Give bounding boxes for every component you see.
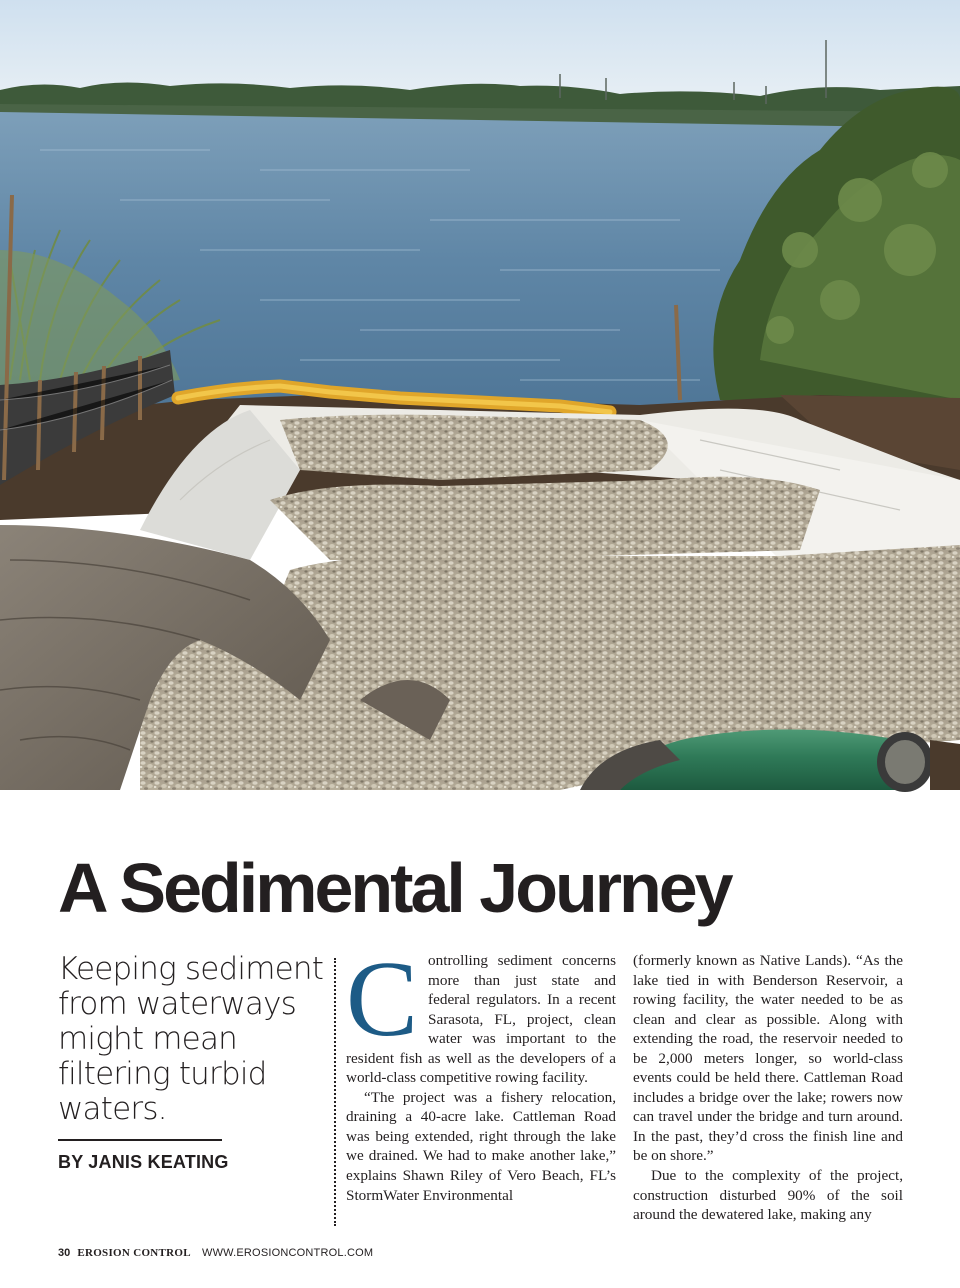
column-divider bbox=[334, 958, 336, 1226]
website-url: WWW.EROSIONCONTROL.COM bbox=[201, 1247, 374, 1259]
article-deck: Keeping sediment from waterways might mean filtering turbid waters. bbox=[58, 951, 324, 1127]
body-paragraph bbox=[346, 951, 616, 1088]
body-column-1 bbox=[346, 951, 616, 1233]
drop-cap: C bbox=[346, 951, 419, 1059]
article-title: A Sedimental Journey bbox=[58, 849, 731, 927]
body-paragraph: (formerly known as Native Lands). “As the lake tied in with Benderson Reservoir, a rowing facility, the water needed to be as clean and clear as possible. Along with extending the road, the reservoir needed to be 2,000 meters longer, so world-class events could be held there. Cattleman Road includes a bridge over the lake; rowers now can travel under the bridge and turn around. In the past, they’d cross the finish line and be on shore.” bbox=[633, 952, 903, 1165]
byline: BY JANIS KEATING bbox=[58, 1152, 229, 1172]
magazine-name: EROSION CONTROL bbox=[77, 1247, 191, 1259]
page-footer bbox=[58, 1247, 373, 1259]
body-paragraph: Due to the complexity of the project, construction disturbed 90% of the soil around the dewatered lake, making any bbox=[633, 1167, 903, 1224]
deck-divider bbox=[58, 1139, 222, 1141]
body-paragraph-text: ontrolling sediment concerns more than just state and federal regulators. In a recent Sarasota, FL, project, clean water was important to the resident fish as well as the developers of a world-class competitive rowing facility. bbox=[346, 952, 616, 1087]
body-column-2 bbox=[633, 951, 903, 1233]
body-paragraph: “The project was a fishery relocation, draining a 40-acre lake. Cattleman Road was being extended, right through the lake we drained. We had to make another lake,” explains Shawn Riley of Vero Beach, FL’s StormWater Environmental bbox=[346, 1088, 616, 1204]
page-number: 30 bbox=[58, 1247, 71, 1259]
